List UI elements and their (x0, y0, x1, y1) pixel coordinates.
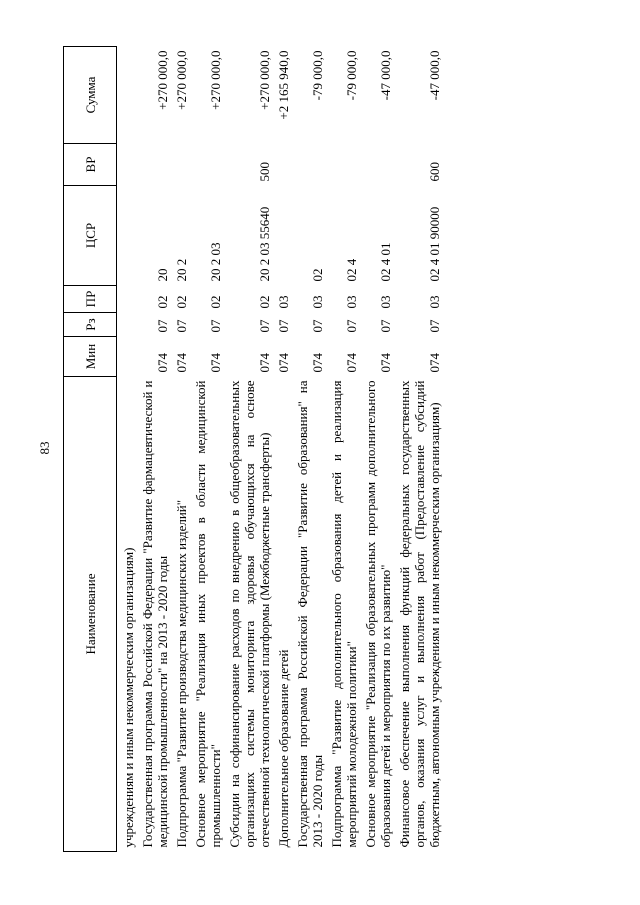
table-row (226, 47, 275, 852)
row-name: Субсидии на софинансирование расходов по внедрению в общеобразовательных организациях системы мониторинга здоровья обучающихся на основе отечественной технологической платформы (Межбюджетные трансферты) (227, 380, 272, 848)
header-min: Мин (64, 337, 117, 377)
page-number: 83 (37, 441, 52, 455)
row-pr: 02 (174, 295, 189, 309)
row-csr (275, 186, 294, 286)
row-rz (117, 313, 140, 337)
table-row (362, 47, 396, 852)
header-sum: Сумма (64, 47, 117, 144)
row-pr: 02 (155, 295, 170, 309)
row-sum: +270 000,0 (257, 50, 272, 110)
table-row (294, 47, 328, 852)
header-rz: Рз (64, 313, 117, 337)
table-row (396, 47, 445, 852)
row-min: 074 (427, 353, 442, 373)
row-csr: 20 2 03 (208, 242, 223, 282)
row-name: Подпрограмма "Развитие дополнительного образования детей и реализация мероприятий молодежной политики" (329, 380, 359, 848)
row-name: учреждениям и иным некоммерческим организациям) (121, 547, 136, 848)
row-vr (117, 144, 140, 186)
header-name: Наименование (64, 377, 117, 852)
header-pr: ПР (64, 286, 117, 313)
table-row (173, 47, 192, 852)
row-sum: -79 000,0 (344, 50, 359, 101)
row-min: 074 (257, 353, 272, 373)
table-row (139, 47, 173, 852)
row-rz: 07 (344, 319, 359, 333)
row-vr (139, 144, 173, 186)
row-rz: 07 (378, 319, 393, 333)
row-sum: -47 000,0 (427, 50, 442, 101)
row-sum: -79 000,0 (310, 50, 325, 101)
row-csr: 02 (310, 268, 325, 282)
row-pr: 03 (427, 295, 442, 309)
row-sum: +270 000,0 (155, 50, 170, 110)
table-row (275, 47, 294, 852)
row-sum (117, 47, 140, 144)
row-rz: 07 (155, 319, 170, 333)
header-csr: ЦСР (64, 186, 117, 286)
table-row (192, 47, 226, 852)
row-sum: +270 000,0 (174, 50, 189, 110)
row-rz: 07 (174, 319, 189, 333)
row-csr: 20 2 03 55640 (257, 206, 272, 282)
rotated-table-container (63, 47, 626, 852)
row-name: Основное мероприятие "Реализация образовательных программ дополнительного образования детей и мероприятия по их развитию" (363, 380, 393, 848)
row-pr: 02 (208, 295, 223, 309)
header-vr: ВР (64, 144, 117, 186)
table-row (117, 47, 140, 852)
row-csr: 02 4 01 (378, 242, 393, 282)
row-name: Подпрограмма "Развитие производства медицинских изделий" (174, 499, 189, 848)
row-pr: 02 (257, 295, 272, 309)
row-sum: +270 000,0 (208, 50, 223, 110)
row-name: Финансовое обеспечение выполнения функций федеральных государственных органов, оказания услуг и выполнения работ (Предоставление субсидий бюджетным, автономным учреждениям и иным некоммерческим организациям) (397, 380, 442, 848)
row-vr (362, 144, 396, 186)
row-min: 074 (344, 353, 359, 373)
row-csr (117, 186, 140, 286)
row-pr: 03 (344, 295, 359, 309)
row-rz: 07 (427, 319, 442, 333)
row-min: 074 (310, 353, 325, 373)
budget-table (63, 46, 445, 852)
row-min (117, 337, 140, 377)
row-sum: +2 165 940,0 (276, 50, 291, 120)
row-vr (173, 144, 192, 186)
row-vr (328, 144, 362, 186)
row-name: Дополнительное образование детей (276, 649, 291, 848)
table-row (328, 47, 362, 852)
row-min: 074 (378, 353, 393, 373)
row-min: 074 (155, 353, 170, 373)
header-row (64, 47, 117, 852)
row-csr: 02 4 (344, 258, 359, 282)
row-vr: 600 (427, 162, 442, 182)
row-pr: 03 (310, 295, 325, 309)
row-pr: 03 (276, 295, 291, 309)
row-rz: 07 (208, 319, 223, 333)
row-rz: 07 (276, 319, 291, 333)
budget-table-page (63, 47, 626, 852)
row-vr: 500 (257, 162, 272, 182)
row-pr (117, 286, 140, 313)
row-csr: 02 4 01 90000 (427, 206, 442, 282)
row-pr: 03 (378, 295, 393, 309)
row-min: 074 (174, 353, 189, 373)
row-min: 074 (276, 353, 291, 373)
row-name: Государственная программа Российской Федерации "Развитие образования" на 2013 - 2020 годы (295, 380, 325, 848)
row-csr: 20 2 (174, 258, 189, 282)
row-vr (275, 144, 294, 186)
row-name: Государственная программа Российской Федерации "Развитие фармацевтической и медицинской промышленности" на 2013 - 2020 годы (140, 380, 170, 848)
row-sum: -47 000,0 (378, 50, 393, 101)
row-rz: 07 (257, 319, 272, 333)
row-vr (294, 144, 328, 186)
row-min: 074 (208, 353, 223, 373)
row-rz: 07 (310, 319, 325, 333)
row-csr: 20 (155, 268, 170, 282)
row-name: Основное мероприятие "Реализация иных проектов в области медицинской промышленности" (193, 380, 223, 848)
row-vr (192, 144, 226, 186)
